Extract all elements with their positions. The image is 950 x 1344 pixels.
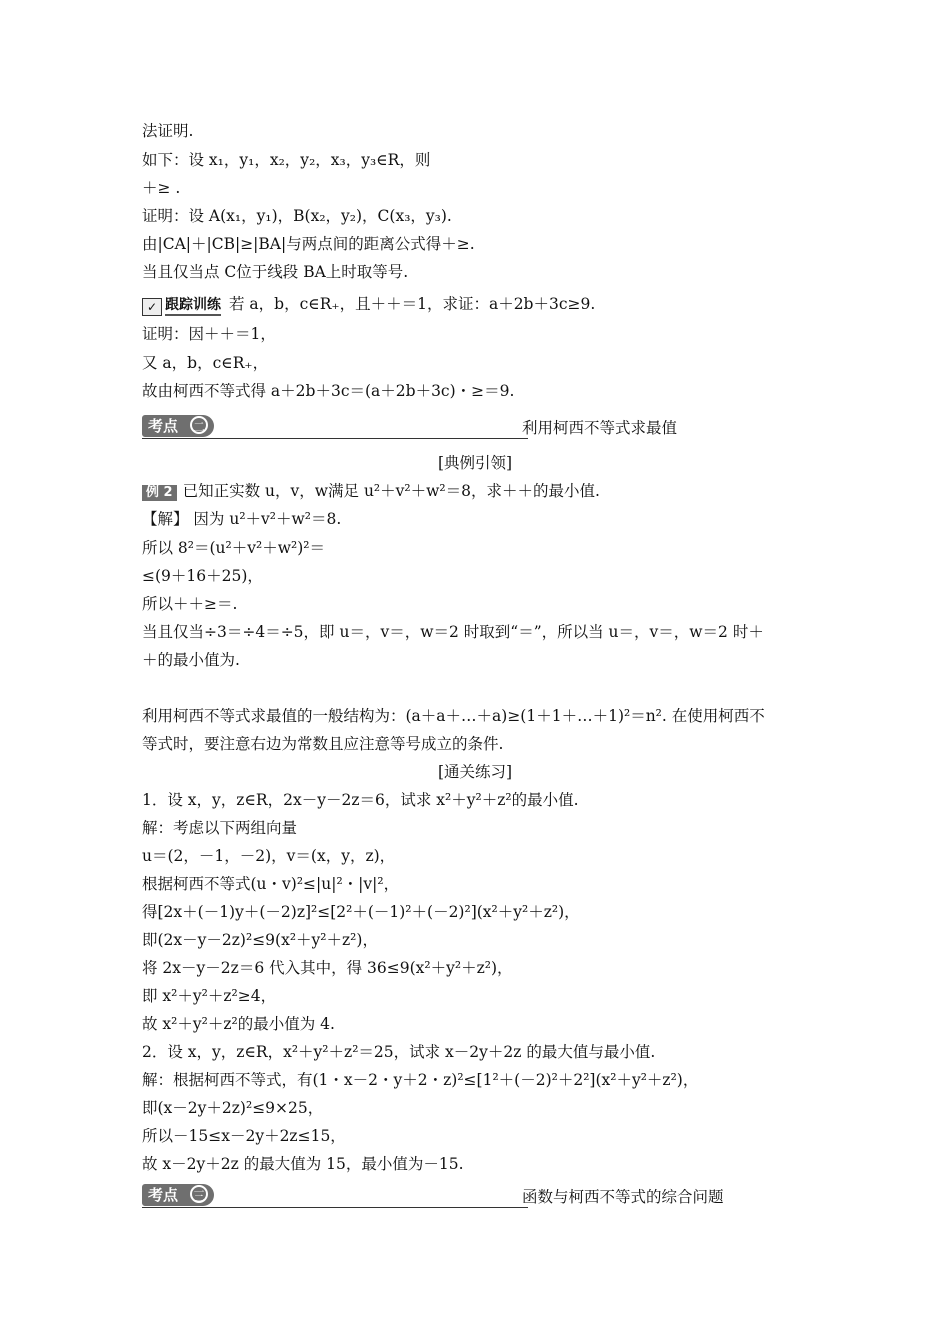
text-line: 由|CA|＋|CB|≥|BA|与两点间的距离公式得＋≥. bbox=[142, 235, 475, 253]
text-line: 证明：因＋＋＝1， bbox=[142, 325, 276, 343]
text-line: 当且仅当点 C位于线段 BA上时取等号. bbox=[142, 263, 409, 281]
example-text: 已知正实数 u，v，w满足 u²＋v²＋w²＝8，求＋＋的最小值. bbox=[182, 482, 600, 500]
training-badge: ✓ 跟踪训练 bbox=[142, 295, 221, 316]
text-line: u＝(2，－1，－2)，v＝(x，y，z)， bbox=[142, 847, 396, 865]
check-icon: ✓ bbox=[142, 298, 162, 316]
text-line: 如下：设 x₁，y₁，x₂，y₂，x₃，y₃∈R，则 bbox=[142, 151, 431, 169]
text-line: 故 x²＋y²＋z²的最小值为 4. bbox=[142, 1015, 335, 1033]
text-line: 又 a，b，c∈R₊， bbox=[142, 354, 269, 372]
divider bbox=[142, 1207, 528, 1208]
text-line: ＋的最小值为. bbox=[142, 651, 240, 669]
text-line: 得[2x＋(－1)y＋(－2)z]²≤[2²＋(－1)²＋(－2)²](x²＋y²＋z²)， bbox=[142, 903, 580, 921]
text-line: 即 x²＋y²＋z²≥4， bbox=[142, 987, 277, 1005]
text-line: 当且仅当÷3＝÷4＝÷5，即 u＝，v＝，w＝2 时取到“＝”，所以当 u＝，v＝，w＝2 时＋ bbox=[142, 623, 764, 641]
section-tag: 考点 三 bbox=[142, 1184, 214, 1206]
text-line: 1．设 x，y，z∈R，2x－y－2z＝6，试求 x²＋y²＋z²的最小值. bbox=[142, 791, 579, 809]
text-line: 2．设 x，y，z∈R，x²＋y²＋z²＝25，试求 x－2y＋2z 的最大值与最小值. bbox=[142, 1043, 656, 1061]
section-title: 函数与柯西不等式的综合问题 bbox=[522, 1188, 724, 1206]
text-line: 故由柯西不等式得 a＋2b＋3c＝(a＋2b＋3c)・≥＝9. bbox=[142, 382, 515, 400]
text-line: 所以 8²＝(u²＋v²＋w²)²＝ bbox=[142, 539, 325, 557]
text-line: 即(2x－y－2z)²≤9(x²＋y²＋z²)， bbox=[142, 931, 378, 949]
text-line: 等式时，要注意右边为常数且应注意等号成立的条件. bbox=[142, 735, 504, 753]
text-line: 故 x－2y＋2z 的最大值为 15，最小值为－15. bbox=[142, 1155, 464, 1173]
subheading: [典例引领] bbox=[437, 454, 513, 472]
text-line: 证明：设 A(x₁，y₁)，B(x₂，y₂)，C(x₃，y₃). bbox=[142, 207, 452, 225]
text-line: ≤(9＋16＋25)， bbox=[142, 567, 263, 585]
section-title: 利用柯西不等式求最值 bbox=[522, 419, 678, 437]
text-line: 将 2x－y－2z＝6 代入其中，得 36≤9(x²＋y²＋z²)， bbox=[142, 959, 513, 977]
divider bbox=[142, 438, 528, 439]
text-line: 所以＋＋≥＝. bbox=[142, 595, 238, 613]
subheading: [通关练习] bbox=[437, 763, 513, 781]
text-line: 根据柯西不等式(u・v)²≤|u|²・|v|²， bbox=[142, 875, 400, 893]
section-header-3 bbox=[142, 1184, 808, 1210]
text-line: ＋≥ . bbox=[142, 179, 181, 197]
text-line: 利用柯西不等式求最值的一般结构为：(a＋a＋…＋a)≥(1＋1＋…＋1)²＝n². 在使用柯西不 bbox=[142, 707, 765, 725]
example-line bbox=[142, 481, 600, 501]
text-line: 解：考虑以下两组向量 bbox=[142, 819, 298, 837]
text-line: 即(x－2y＋2z)²≤9×25， bbox=[142, 1099, 324, 1117]
training-problem: 若 a，b，c∈R₊，且＋＋＝1，求证：a＋2b＋3c≥9. bbox=[229, 295, 596, 313]
text-line: 解：根据柯西不等式，有(1・x－2・y＋2・z)²≤[1²＋(－2)²＋2²](x²＋y²＋z²)， bbox=[142, 1071, 699, 1089]
section-header-2 bbox=[142, 415, 808, 441]
section-number-icon: 三 bbox=[190, 1185, 208, 1203]
section-tag: 考点 二 bbox=[142, 415, 214, 437]
text-line: 【解】 因为 u²＋v²＋w²＝8. bbox=[142, 510, 342, 528]
text-line: 法证明. bbox=[142, 122, 194, 140]
training-line bbox=[142, 294, 595, 316]
example-badge: 例 2 bbox=[142, 485, 177, 501]
section-number-icon: 二 bbox=[190, 416, 208, 434]
text-line: 所以－15≤x－2y＋2z≤15， bbox=[142, 1127, 346, 1145]
